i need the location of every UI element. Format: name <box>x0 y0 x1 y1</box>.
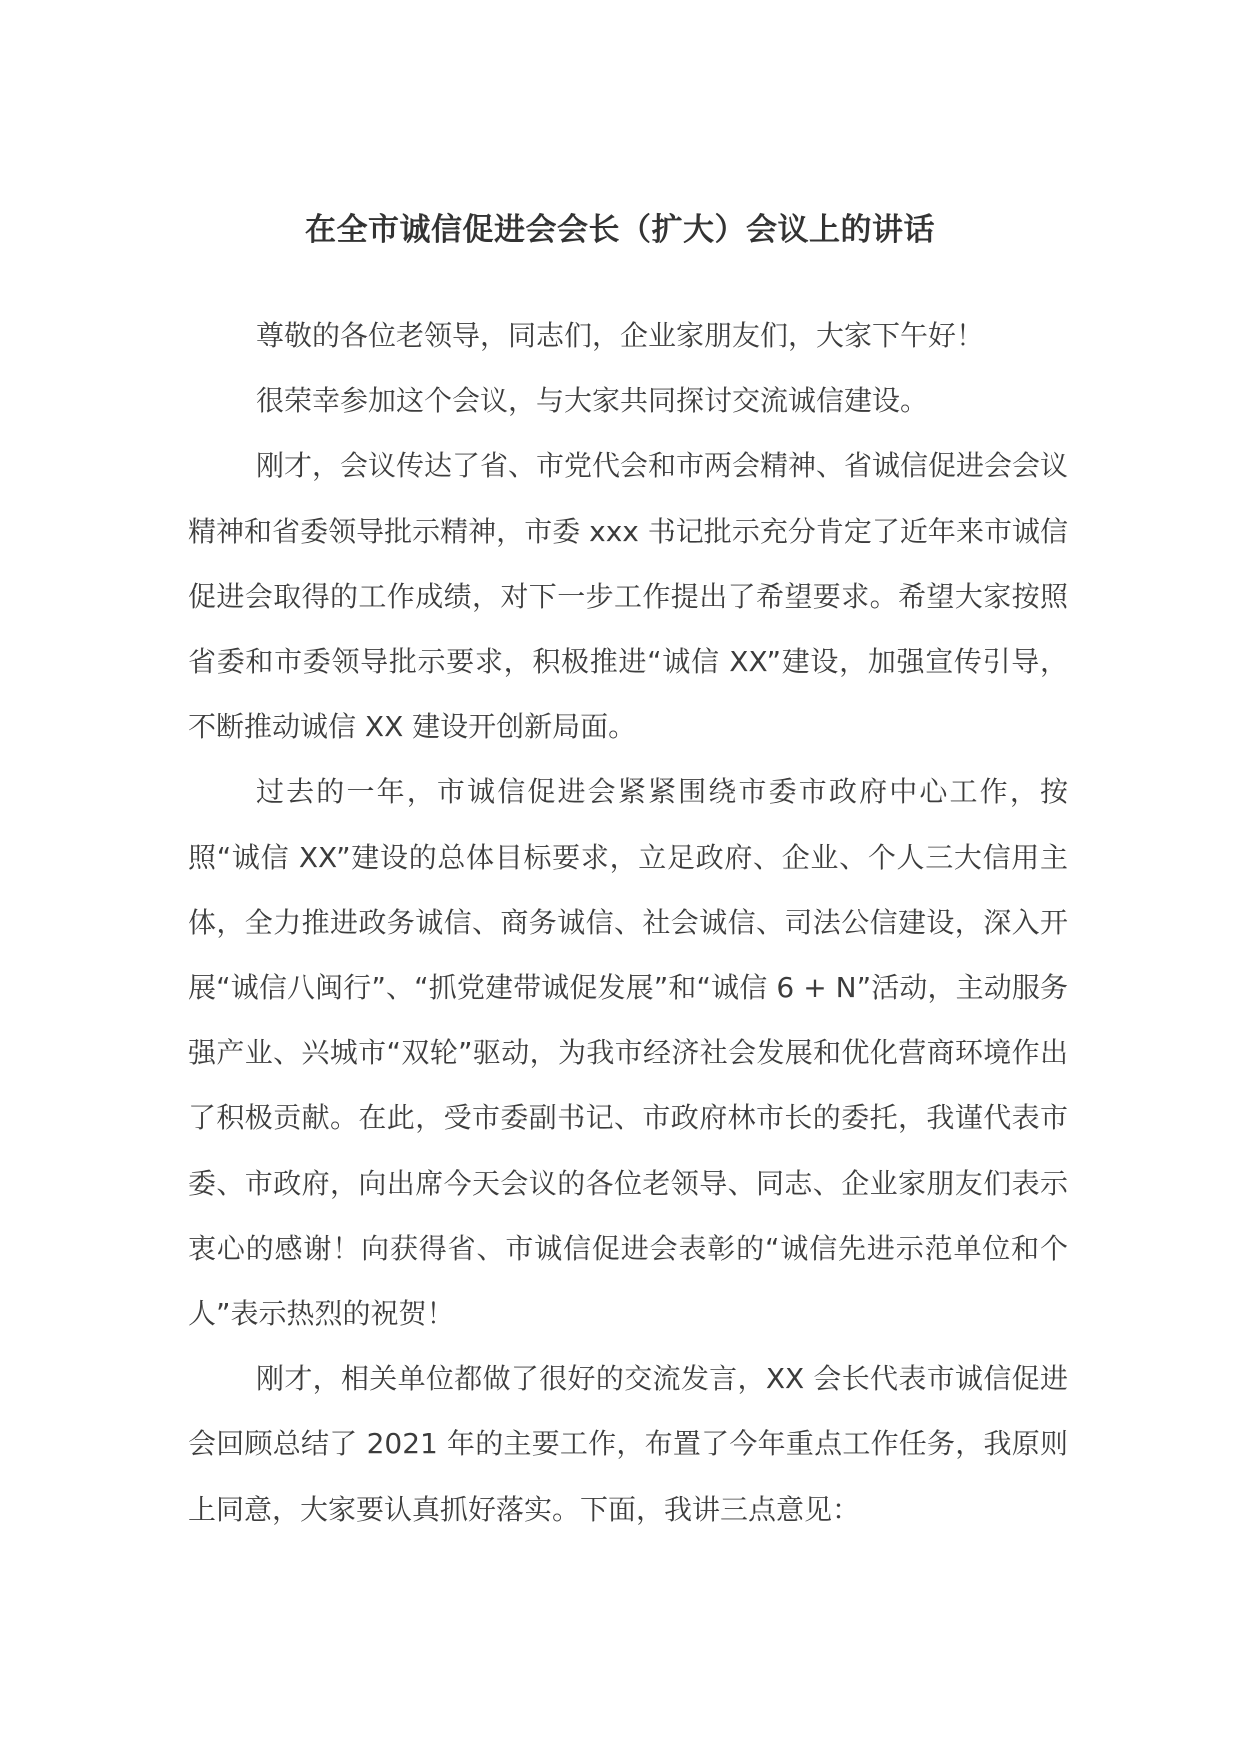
document-title: 在全市诚信促进会会长（扩大）会议上的讲话 <box>305 212 935 248</box>
paragraph-past-year: 过去的一年，市诚信促进会紧紧围绕市委市政府中心工作，按照“诚信 XX”建设的总体目标要求，立足政府、企业、个人三大信用主体，全力推进政务诚信、商务诚信、社会诚信、司法公信建设，深入开展“诚信八闽行”、“抓党建带诚促发展”和“诚信 6 + N”活动，主动服务强产业、兴城市“双轮”驱动，为我市经济社会发展和优化营商环境作出了积极贡献。在此，受市委副书记、市政府林市长的委托，我谨代表市委、市政府，向出席今天会议的各位老领导、同志、企业家朋友们表示衷心的感谢！向获得省、市诚信促进会表彰的“诚信先进示范单位和个人”表示热烈的祝贺！ <box>188 775 1068 1331</box>
paragraph-three-points: 刚才，相关单位都做了很好的交流发言，XX 会长代表市诚信促进会回顾总结了 2021 年的主要工作，布置了今年重点工作任务，我原则上同意，大家要认真抓好落实。下面，我讲三点意见： <box>188 1362 1068 1526</box>
paragraph-opening: 很荣幸参加这个会议，与大家共同探讨交流诚信建设。 <box>256 384 929 418</box>
paragraph-meeting-spirit: 刚才，会议传达了省、市党代会和市两会精神、省诚信促进会会议精神和省委领导批示精神，市委 xxx 书记批示充分肯定了近年来市诚信促进会取得的工作成绩，对下一步工作提出了希望要求。希望大家按照省委和市委领导批示要求，积极推进“诚信 XX”建设，加强宣传引导，不断推动诚信 XX 建设开创新局面。 <box>188 449 1069 744</box>
paragraph-greeting: 尊敬的各位老领导，同志们，企业家朋友们，大家下午好！ <box>256 319 985 352</box>
document-body <box>188 303 1068 1542</box>
